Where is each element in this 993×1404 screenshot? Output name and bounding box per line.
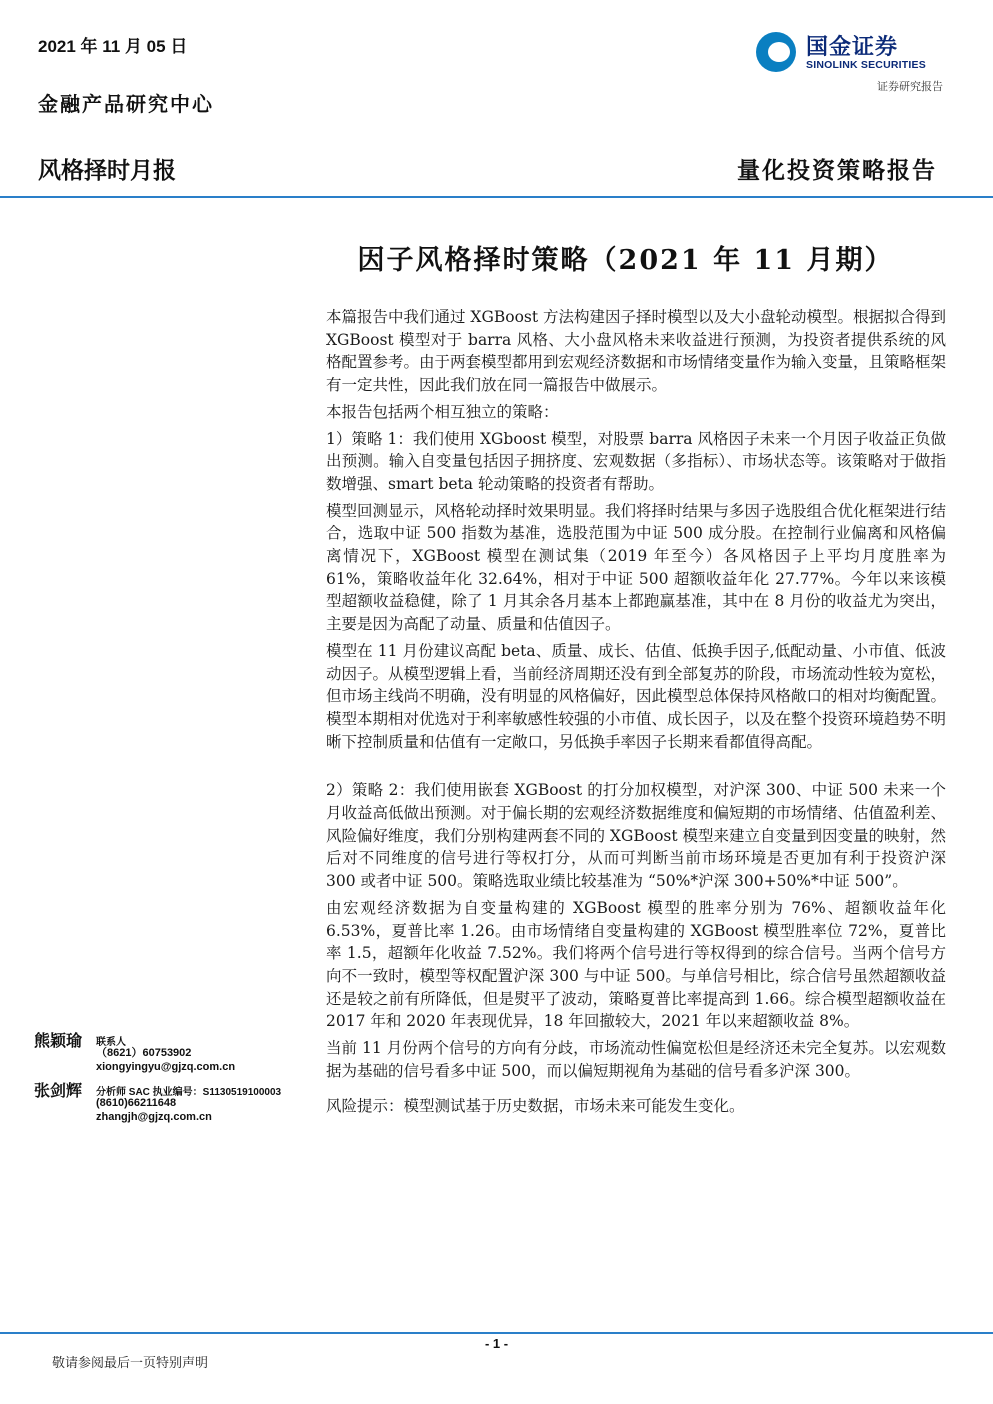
report-series: 风格择时月报 <box>38 157 176 183</box>
author-phone: (8610)66211648 <box>96 1097 177 1109</box>
footer-divider <box>0 1332 993 1334</box>
header-divider <box>0 196 993 198</box>
paragraph-strategies-lead: 本报告包括两个相互独立的策略： <box>326 402 559 421</box>
report-summary <box>326 306 946 1121</box>
paragraph-strategy-1-november: 模型在 11 月份建议高配 beta、质量、成长、估值、低换手因子,低配动量、小市值、低波动因子。从模型逻辑上看，当前经济周期还没有到全部复苏的阶段，市场流动性较为宽松，但市场主线尚不明确，没有明显的风格偏好，因此模型总体保持风格敞口的相对均衡配置。模型本期相对优选对于利率敏感性较强的小市值、成长因子，以及在整个投资环境趋势不明晰下控制质量和估值有一定敞口，另低换手率因子长期来看都值得高配。 <box>326 641 947 751</box>
logo-english-name: SINOLINK SECURITIES <box>806 59 926 71</box>
author-row <box>34 1028 324 1050</box>
report-date: 2021 年 11 月 05 日 <box>38 37 188 56</box>
author-name: 张剑辉 <box>34 1081 83 1100</box>
logo-chinese-name: 国金证券 <box>806 34 899 59</box>
author-row <box>34 1078 324 1100</box>
paragraph-strategy-1-backtest: 模型回测显示，风格轮动择时效果明显。我们将择时结果与多因子选股组合优化框架进行结合，选取中证 500 指数为基准，选股范围为中证 500 成分股。在控制行业偏离和风格偏离情况下，XGBoost 模型在测试集（2019 年至今）各风格因子上平均月度胜率为 61%，策略收益年化 32.64%，相对于中证 500 超额收益年化 27.77%。今年以来该模型超额收益稳健，除了 1 月其余各月基本上都跑赢基准，其中在 8 月份的收益尤为突出，主要是因为高配了动量、质量和估值因子。 <box>326 501 947 634</box>
report-category: 量化投资策略报告 <box>737 157 937 184</box>
author-phone: （8621）60753902 <box>96 1047 192 1059</box>
page-number: - 1 - <box>484 1336 509 1351</box>
author-block <box>34 1028 324 1124</box>
paragraph-strategy-2-current: 当前 11 月份两个信号的方向有分歧，市场流动性偏宽松但是经济还未完全复苏。以宏观数据为基础的信号看多中证 500，而以偏短期视角为基础的信号看多沪深 300。 <box>326 1039 946 1080</box>
paragraph-strategy-2: 2）策略 2：我们使用嵌套 XGBoost 的打分加权模型，对沪深 300、中证 500 未来一个月收益高低做出预测。对于偏长期的宏观经济数据维度和偏短期的市场情绪、估值盈利差、风险偏好维度，我们分别构建两套不同的 XGBoost 模型来建立自变量到因变量的映射，然后对不同维度的信号进行等权打分，从而可判断当前市场环境是否更加有利于投资沪深 300 或者中证 500。策略选取业绩比较基准为 “50%*沪深 300+50%*中证 500”。 <box>326 781 947 891</box>
disclaimer-note: 敬请参阅最后一页特别声明 <box>52 1356 209 1371</box>
author-role: 分析师 SAC 执业编号：S1130519100003 <box>96 1087 282 1098</box>
author-name: 熊颖瑜 <box>34 1031 83 1050</box>
company-logo <box>756 30 946 76</box>
logo-mark-icon <box>756 32 796 72</box>
author-email[interactable]: zhangjh@gjzq.com.cn <box>96 1111 212 1123</box>
risk-warning: 风险提示：模型测试基于历史数据，市场未来可能发生变化。 <box>326 1096 745 1115</box>
author-email[interactable]: xiongyingyu@gjzq.com.cn <box>96 1061 236 1073</box>
department-name: 金融产品研究中心 <box>38 92 214 116</box>
paragraph-strategy-2-results: 由宏观经济数据为自变量构建的 XGBoost 模型的胜率分别为 76%、超额收益年化 6.53%，夏普比率 1.26。由市场情绪自变量构建的 XGBoost 模型胜率位 72%，夏普比率 1.5，超额年化收益 7.52%。我们将两个信号进行等权得到的综合信号。当两个信号方向不一致时，模型等权配置沪深 300 与中证 500。与单信号相比，综合信号虽然超额收益还是较之前有所降低，但是熨平了波动，策略夏普比率提高到 1.66。综合模型超额收益在 2017 年和 2020 年表现优异，18 年回撤较大，2021 年以来超额收益 8%。 <box>326 898 946 1031</box>
paragraph-strategy-1: 1）策略 1：我们使用 XGboost 模型，对股票 barra 风格因子未来一个月因子收益正负做出预测。输入自变量包括因子拥挤度、宏观数据（多指标）、市场状态等。该策略对于做指数增强、smart beta 轮动策略的投资者有帮助。 <box>326 429 946 493</box>
report-label: 证券研究报告 <box>877 80 943 93</box>
paragraph-intro: 本篇报告中我们通过 XGBoost 方法构建因子择时模型以及大小盘轮动模型。根据拟合得到 XGBoost 模型对于 barra 风格、大小盘风格未来收益进行预测，为投资者提供系统的风格配置参考。由于两套模型都用到宏观经济数据和市场情绪变量作为输入变量，且策略框架有一定共性，因此我们放在同一篇报告中做展示。 <box>326 308 947 395</box>
page-title: 因子风格择时策略（2021 年 11 月期） <box>357 245 894 276</box>
author-role: 联系人 <box>96 1037 126 1048</box>
